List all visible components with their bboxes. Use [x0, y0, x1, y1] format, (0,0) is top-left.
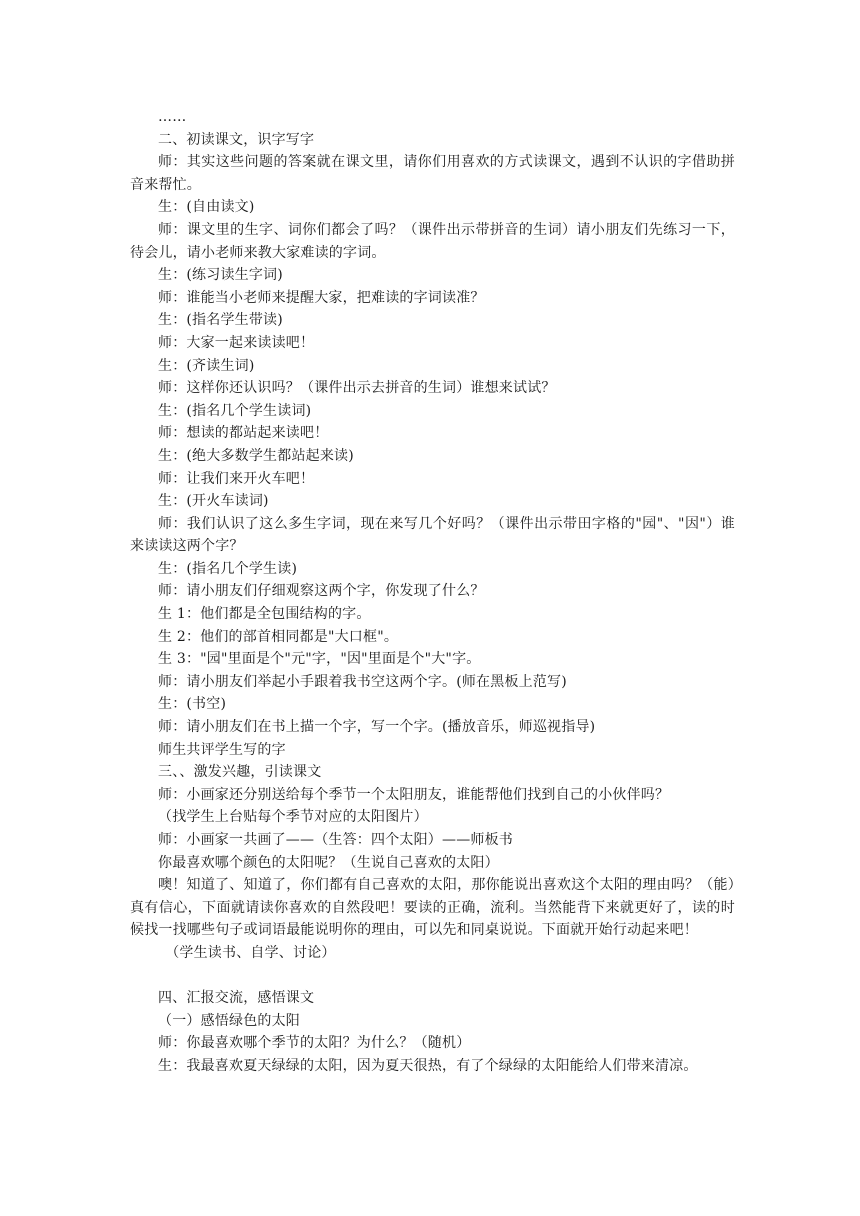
dialogue-line: 生：(指名学生带读): [158, 312, 283, 329]
section-heading-2: 二、初读课文，识字写字: [158, 131, 315, 148]
dialogue-line: 师：其实这些问题的答案就在课文里，请你们用喜欢的方式读课文，遇到不认识的字借助拼音来帮忙。: [130, 154, 735, 193]
document-body: [130, 106, 735, 1078]
dialogue-line: 师：小画家一共画了——（生答：四个太阳）——师板书: [158, 832, 513, 848]
dialogue-line: 生：(绝大多数学生都站起来读): [158, 447, 354, 464]
dialogue-line: 师：这样你还认识吗？（课件出示去拼音的生词）谁想来试试？: [158, 380, 556, 397]
ellipsis-line: ……: [158, 109, 187, 125]
dialogue-line: 师：谁能当小老师来提醒大家，把难读的字词读准？: [158, 289, 485, 306]
section-heading-3: 三、、激发兴趣，引读课文: [158, 764, 322, 781]
dialogue-line: 生：我最喜欢夏天绿绿的太阳，因为夏天很热，有了个绿绿的太阳能给人们带来清凉。: [158, 1057, 698, 1074]
dialogue-line: 师：课文里的生字、词你们都会了吗？（课件出示带拼音的生词）请小朋友们先练习一下，待会儿，请小老师来教大家难读的字词。: [130, 221, 735, 261]
dialogue-line: 师：请小朋友们在书上描一个字，写一个字。(播放音乐，师巡视指导): [158, 719, 596, 736]
dialogue-line: 生：(指名几个学生读词): [158, 402, 312, 419]
dialogue-line: 师：想读的都站起来读吧！: [158, 425, 329, 442]
dialogue-line: 生：(书空): [158, 696, 227, 713]
section-heading-4: 四、汇报交流，感悟课文: [158, 990, 315, 1007]
dialogue-line: 师：小画家还分别送给每个季节一个太阳朋友，谁能帮他们找到自己的小伙伴吗？: [158, 786, 670, 803]
stage-direction: （找学生上台贴每个季节对应的太阳图片）: [158, 809, 428, 826]
dialogue-line: 生 3："园"里面是个"元"字，"因"里面是个"大"字。: [158, 651, 481, 668]
dialogue-paragraph: 噢！知道了、知道了，你们都有自己喜欢的太阳，那你能说出喜欢这个太阳的理由吗？（能）真有信心，下面就请读你喜欢的自然段吧！要读的正确，流利。当然能背下来就更好了，读的时候找一找哪些句子或词语最能说明你的理由，可以先和同桌说说。下面就开始行动起来吧！: [130, 877, 735, 939]
dialogue-line: 师：请小朋友们举起小手跟着我书空这两个字。(师在黑板上范写): [158, 673, 567, 690]
dialogue-line: 师：你最喜欢哪个季节的太阳？为什么？（随机）: [158, 1035, 471, 1052]
dialogue-line: 生：(指名几个学生读): [158, 560, 298, 577]
dialogue-line: 你最喜欢哪个颜色的太阳呢？（生说自己喜欢的太阳）: [158, 854, 499, 871]
stage-direction: （学生读书、自学、讨论）: [158, 944, 336, 961]
dialogue-line: 生 1：他们都是全包围结构的字。: [158, 606, 371, 623]
subsection-heading: （一）感悟绿色的太阳: [158, 1012, 300, 1029]
dialogue-line: 师：我们认识了这么多生字词，现在来写几个好吗？（课件出示带田字格的"园"、"因"）谁来读读这两个字？: [130, 515, 735, 555]
dialogue-line: 生：(开火车读词): [158, 493, 269, 510]
dialogue-line: 师生共评学生写的字: [158, 741, 286, 758]
dialogue-line: 生：(自由读文): [158, 199, 255, 216]
dialogue-line: 生：(练习读生字词): [158, 267, 283, 284]
dialogue-line: 生：(齐读生词): [158, 357, 255, 374]
dialogue-line: 师：请小朋友们仔细观察这两个字，你发现了什么？: [158, 583, 485, 600]
dialogue-line: 师：大家一起来读读吧！: [158, 334, 315, 351]
blank-line: [130, 965, 735, 988]
dialogue-line: 师：让我们来开火车吧！: [158, 470, 315, 487]
dialogue-line: 生 2：他们的部首相同都是"大口框"。: [158, 628, 399, 645]
